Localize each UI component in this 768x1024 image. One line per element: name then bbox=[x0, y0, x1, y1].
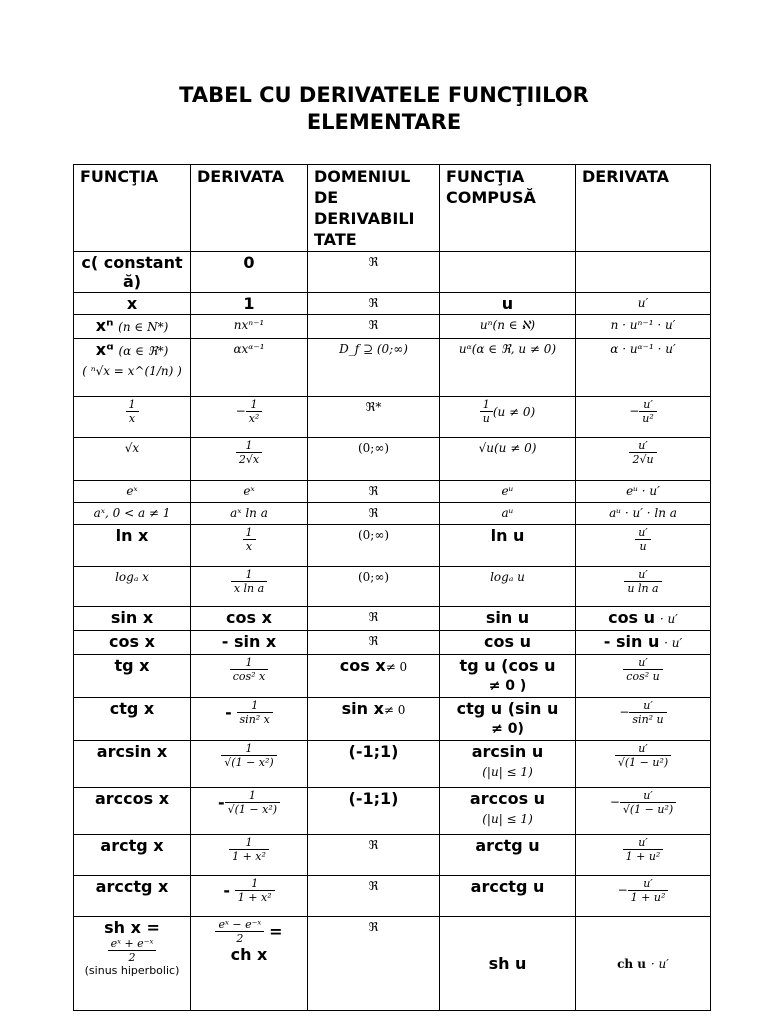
table-row bbox=[74, 788, 711, 835]
table-row bbox=[74, 655, 711, 698]
cell-domain: (0;∞) bbox=[308, 525, 440, 567]
cell-composite-derivative: − $\frac{u'}{\text{1 + u²}}$ bbox=[576, 876, 711, 917]
fraction: $\frac{1}{x}$ bbox=[243, 526, 256, 553]
cell-composite: logₐ u bbox=[440, 567, 576, 607]
fraction: $\frac{u'}{2√u}$ bbox=[629, 439, 656, 466]
cell-composite-derivative: n · uⁿ⁻¹ · u′ bbox=[576, 315, 711, 339]
cell-derivative bbox=[191, 438, 308, 481]
cell-function: ln x bbox=[74, 525, 191, 567]
cell-composite: aᵘ bbox=[440, 503, 576, 525]
table-row bbox=[74, 631, 711, 655]
cell-function: arctg x bbox=[74, 835, 191, 876]
cell-domain: (0;∞) bbox=[308, 567, 440, 607]
cell-function: c( constant ă) bbox=[74, 252, 191, 293]
table-header-row bbox=[74, 165, 711, 252]
fraction: $\frac{1}{2√x}$ bbox=[236, 439, 262, 466]
fraction: $\frac{1}{\text{1 + x²}}$ bbox=[235, 877, 275, 904]
function-condition: (n ∈ N*) bbox=[118, 320, 169, 334]
cell-domain: ℜ bbox=[308, 293, 440, 315]
function-condition: (α ∈ ℜ*) bbox=[118, 344, 169, 358]
header-functia-compusa: FUNCŢIA COMPUSĂ bbox=[440, 165, 576, 252]
fraction: $\frac{1}{\text{cos² x}}$ bbox=[230, 656, 269, 683]
cell-composite: ln u bbox=[440, 525, 576, 567]
table-row bbox=[74, 481, 711, 503]
cell-function: arcsin x bbox=[74, 741, 191, 788]
cell-composite: sh u bbox=[440, 917, 576, 1011]
cell-composite-derivative: cos u · u′ bbox=[576, 607, 711, 631]
fraction: $\frac{1}{\text{x²}}$ bbox=[246, 398, 263, 425]
derivatives-table bbox=[73, 164, 711, 1011]
cell-derivative: - sin x bbox=[191, 631, 308, 655]
cell-derivative: cos x bbox=[191, 607, 308, 631]
cell-function bbox=[74, 315, 191, 339]
function-root-identity: ( ⁿ√x = x^(1/n) ) bbox=[82, 364, 182, 378]
table-row bbox=[74, 917, 711, 1011]
cell-domain: D_f ⊇ (0;∞) bbox=[308, 339, 440, 397]
cell-composite: tg u (cos u ≠ 0 ) bbox=[440, 655, 576, 698]
table-row bbox=[74, 397, 711, 438]
cell-derivative: − $\frac{1}{\text{x²}}$ bbox=[191, 397, 308, 438]
fraction: $\frac{u'}{\text{1 + u²}}$ bbox=[623, 836, 664, 863]
cell-composite-derivative: − $\frac{u'}{\text{sin² u}}$ bbox=[576, 698, 711, 741]
fraction: $\frac{1}{\text{√(1 − x²)}}$ bbox=[225, 789, 280, 816]
cell-function: logₐ x bbox=[74, 567, 191, 607]
cell-composite-derivative: aᵘ · u′ · ln a bbox=[576, 503, 711, 525]
cell-function: ctg x bbox=[74, 698, 191, 741]
table-row bbox=[74, 607, 711, 631]
fraction: $\frac{1}{\text{√(1 − x²)}}$ bbox=[221, 742, 276, 769]
cell-composite-derivative: - sin u · u′ bbox=[576, 631, 711, 655]
cell-composite: $\frac{1}{u}$ (u ≠ 0) bbox=[440, 397, 576, 438]
cell-composite: uⁿ(n ∈ ℵ) bbox=[440, 315, 576, 339]
title-line-2: ELEMENTARE bbox=[306, 110, 462, 134]
fraction: $\frac{u'}{u}$ bbox=[635, 526, 651, 553]
cell-derivative: eˣ bbox=[191, 481, 308, 503]
cell-derivative bbox=[191, 835, 308, 876]
cell-domain: (-1;1) bbox=[308, 741, 440, 788]
cell-function: sh x = $\frac{\text{eˣ + e⁻ˣ}}{2}$ (sinus hiperbolic) bbox=[74, 917, 191, 1011]
cell-function: √x bbox=[74, 438, 191, 481]
cell-composite-derivative bbox=[576, 741, 711, 788]
cell-function: x bbox=[74, 293, 191, 315]
cell-composite: ctg u (sin u ≠ 0) bbox=[440, 698, 576, 741]
fraction: $\frac{u'}{\text{cos² u}}$ bbox=[623, 656, 662, 683]
cell-domain: ℜ bbox=[308, 315, 440, 339]
cell-function: arcctg x bbox=[74, 876, 191, 917]
cell-derivative: - $\frac{1}{\text{√(1 − x²)}}$ bbox=[191, 788, 308, 835]
fraction: $\frac{u'}{\text{u²}}$ bbox=[639, 398, 657, 425]
cell-function bbox=[74, 339, 191, 397]
cell-derivative: - $\frac{1}{\text{sin² x}}$ bbox=[191, 698, 308, 741]
cell-composite-derivative bbox=[576, 252, 711, 293]
cell-domain: ℜ bbox=[308, 481, 440, 503]
cell-derivative bbox=[191, 741, 308, 788]
header-derivata: DERIVATA bbox=[191, 165, 308, 252]
cell-function: cos x bbox=[74, 631, 191, 655]
fraction: $\frac{u'}{\text{√(1 − u²)}}$ bbox=[615, 742, 671, 769]
fraction: $\frac{u'}{\text{√(1 − u²)}}$ bbox=[620, 789, 676, 816]
function-text: xᵅ bbox=[95, 340, 114, 359]
cell-composite-derivative: − $\frac{u'}{\text{√(1 − u²)}}$ bbox=[576, 788, 711, 835]
cell-domain: ℜ bbox=[308, 252, 440, 293]
cell-domain: ℜ bbox=[308, 876, 440, 917]
cell-composite-derivative bbox=[576, 655, 711, 698]
cell-function: arccos x bbox=[74, 788, 191, 835]
header-derivata-compusa: DERIVATA bbox=[576, 165, 711, 252]
table-row bbox=[74, 876, 711, 917]
cell-function: aˣ, 0 < a ≠ 1 bbox=[74, 503, 191, 525]
function-text: xⁿ bbox=[95, 316, 114, 335]
table-row bbox=[74, 293, 711, 315]
cell-derivative: - $\frac{1}{\text{1 + x²}}$ bbox=[191, 876, 308, 917]
cell-derivative: αxᵅ⁻¹ bbox=[191, 339, 308, 397]
cell-domain: ℜ bbox=[308, 835, 440, 876]
fraction: $\frac{\text{eˣ − e⁻ˣ}}{2}$ bbox=[215, 918, 264, 945]
cell-composite: uᵅ(α ∈ ℜ, u ≠ 0) bbox=[440, 339, 576, 397]
header-functia: FUNCŢIA bbox=[74, 165, 191, 252]
cell-domain: sin x≠ 0 bbox=[308, 698, 440, 741]
fraction: $\frac{u'}{\text{u ln a}}$ bbox=[624, 568, 661, 595]
cell-domain: ℜ bbox=[308, 607, 440, 631]
cell-domain: (-1;1) bbox=[308, 788, 440, 835]
cell-domain: ℜ bbox=[308, 503, 440, 525]
cell-derivative: 0 bbox=[191, 252, 308, 293]
cell-composite bbox=[440, 252, 576, 293]
table-row bbox=[74, 503, 711, 525]
cell-composite: arcsin u (|u| ≤ 1) bbox=[440, 741, 576, 788]
fraction: $\frac{1}{x}$ bbox=[126, 398, 139, 425]
table-row bbox=[74, 698, 711, 741]
cell-domain: (0;∞) bbox=[308, 438, 440, 481]
cell-composite: arctg u bbox=[440, 835, 576, 876]
cell-composite: arcctg u bbox=[440, 876, 576, 917]
cell-domain: ℜ* bbox=[308, 397, 440, 438]
cell-composite: sin u bbox=[440, 607, 576, 631]
cell-composite: arccos u (|u| ≤ 1) bbox=[440, 788, 576, 835]
cell-composite: u bbox=[440, 293, 576, 315]
table-row bbox=[74, 835, 711, 876]
cell-composite: √u(u ≠ 0) bbox=[440, 438, 576, 481]
cell-derivative: aˣ ln a bbox=[191, 503, 308, 525]
fraction: $\frac{\text{eˣ + e⁻ˣ}}{2}$ bbox=[108, 937, 157, 964]
cell-composite-derivative: ch u · u′ bbox=[576, 917, 711, 1011]
cell-domain: ℜ bbox=[308, 917, 440, 1011]
fraction: $\frac{u'}{\text{sin² u}}$ bbox=[629, 699, 666, 726]
title-line-1: TABEL CU DERIVATELE FUNCŢIILOR bbox=[179, 83, 589, 107]
cell-derivative: 1 bbox=[191, 293, 308, 315]
fraction: $\frac{u'}{\text{1 + u²}}$ bbox=[628, 877, 669, 904]
table-row bbox=[74, 741, 711, 788]
cell-function: tg x bbox=[74, 655, 191, 698]
cell-composite-derivative bbox=[576, 438, 711, 481]
cell-function: eˣ bbox=[74, 481, 191, 503]
cell-composite-derivative: eᵘ · u′ bbox=[576, 481, 711, 503]
cell-derivative: $\frac{\text{eˣ − e⁻ˣ}}{2}$ = ch x bbox=[191, 917, 308, 1011]
cell-domain: ℜ bbox=[308, 631, 440, 655]
fraction: $\frac{1}{\text{sin² x}}$ bbox=[237, 699, 273, 726]
cell-derivative bbox=[191, 567, 308, 607]
fraction: $\frac{1}{u}$ bbox=[480, 398, 493, 425]
table-row bbox=[74, 567, 711, 607]
cell-function: sin x bbox=[74, 607, 191, 631]
cell-composite-derivative bbox=[576, 567, 711, 607]
table-row bbox=[74, 525, 711, 567]
cell-composite: eᵘ bbox=[440, 481, 576, 503]
cell-composite-derivative: u′ bbox=[576, 293, 711, 315]
cell-derivative: nxⁿ⁻¹ bbox=[191, 315, 308, 339]
cell-domain: cos x≠ 0 bbox=[308, 655, 440, 698]
fraction: $\frac{1}{\text{x ln a}}$ bbox=[231, 568, 267, 595]
cell-composite: cos u bbox=[440, 631, 576, 655]
table-row bbox=[74, 438, 711, 481]
cell-composite-derivative bbox=[576, 525, 711, 567]
function-note: (sinus hiperbolic) bbox=[84, 964, 180, 977]
cell-composite-derivative: − $\frac{u'}{\text{u²}}$ bbox=[576, 397, 711, 438]
cell-composite-derivative bbox=[576, 835, 711, 876]
header-domeniul: DOMENIUL DE DERIVABILI TATE bbox=[308, 165, 440, 252]
page-title bbox=[0, 82, 768, 136]
fraction: $\frac{1}{\text{1 + x²}}$ bbox=[229, 836, 269, 863]
cell-composite-derivative: α · uᵅ⁻¹ · u′ bbox=[576, 339, 711, 397]
table-row bbox=[74, 252, 711, 293]
table-row bbox=[74, 339, 711, 397]
cell-derivative bbox=[191, 525, 308, 567]
table-row bbox=[74, 315, 711, 339]
cell-function bbox=[74, 397, 191, 438]
cell-derivative bbox=[191, 655, 308, 698]
